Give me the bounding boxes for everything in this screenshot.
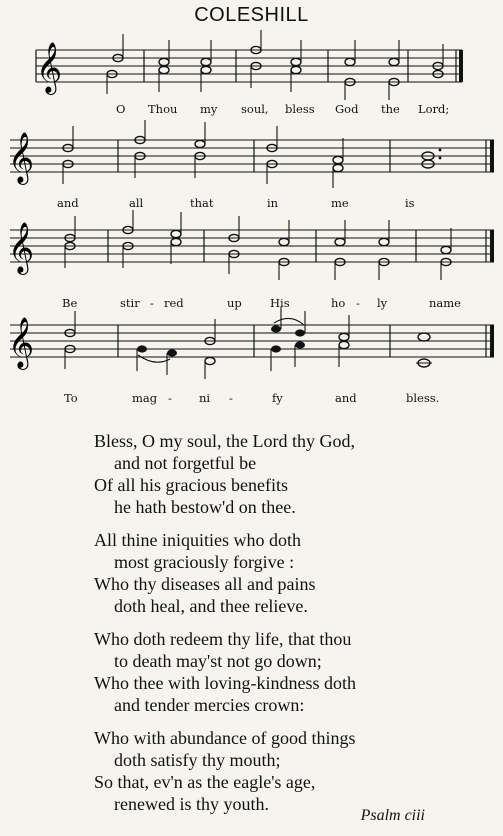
lyric-syllable: me — [331, 196, 349, 210]
verse-line: All thine iniquities who doth — [94, 530, 301, 550]
tune-title: COLESHILL — [194, 4, 309, 26]
lyric-syllable: is — [405, 196, 415, 210]
stanza-2 — [94, 529, 474, 617]
lyric-syllable: fy — [272, 391, 283, 405]
staff-lines — [36, 50, 462, 82]
lyric-syllable: and — [335, 391, 357, 405]
stanza-1 — [94, 430, 474, 518]
verse-line: and tender mercies crown: — [114, 695, 305, 715]
lyric-syllable: bless — [285, 102, 315, 116]
verse-line: to death may'st not go down; — [114, 651, 322, 671]
lyric-syllable: soul, — [241, 102, 269, 116]
verse-line: most graciously forgive : — [114, 552, 295, 572]
verse-line: he hath bestow'd on thee. — [114, 497, 296, 517]
lyric-syllable: in — [267, 196, 279, 210]
music-system-1 — [0, 30, 503, 130]
lyric-syllable: stir — [120, 296, 140, 310]
verse-line: doth heal, and thee relieve. — [114, 596, 308, 616]
lyric-syllable: - — [229, 391, 233, 405]
treble-clef-icon: 𝄞 — [8, 132, 35, 183]
lyric-syllable: Thou — [148, 102, 178, 116]
verse-line: and not forgetful be — [114, 453, 257, 473]
lyric-syllable: - — [150, 296, 154, 310]
lyric-syllable: - — [356, 296, 360, 310]
verse-line: renewed is thy youth. — [114, 794, 269, 814]
lyric-syllable: and — [57, 196, 79, 210]
lyric-syllable: ho — [331, 296, 346, 310]
music-system-2 — [0, 120, 503, 220]
lyric-syllable: Lord; — [418, 102, 450, 116]
music-system-4 — [0, 305, 503, 405]
treble-clef-icon: 𝄞 — [8, 317, 35, 368]
lyric-syllable: the — [381, 102, 400, 116]
lyric-syllable: To — [64, 391, 78, 405]
lyric-syllable: up — [227, 296, 242, 310]
music-system-3 — [0, 210, 503, 310]
lyric-syllable: red — [164, 296, 184, 310]
notes — [107, 30, 443, 100]
psalm-source: Psalm ciii — [360, 807, 425, 824]
lyric-syllable: ni — [199, 391, 211, 405]
treble-clef-icon: 𝄞 — [36, 42, 63, 93]
lyric-syllable: Be — [62, 296, 78, 310]
lyric-syllable: my — [200, 102, 218, 116]
lyric-syllable: O — [116, 102, 126, 116]
lyric-syllable: God — [335, 102, 359, 116]
lyric-syllable: that — [190, 196, 214, 210]
lyric-syllable: mag — [132, 391, 158, 405]
staff-4 — [0, 305, 503, 385]
stanza-3 — [94, 628, 474, 716]
stanza-4 — [94, 727, 474, 815]
lyric-syllable: - — [168, 391, 172, 405]
verse-line: Bless, O my soul, the Lord thy God, — [94, 431, 355, 451]
verse-line: Of all his gracious benefits — [94, 475, 288, 495]
staff-3 — [0, 210, 503, 280]
lyric-syllable: name — [429, 296, 461, 310]
verse-line: So that, ev'n as the eagle's age, — [94, 772, 316, 792]
verse-line: Who doth redeem thy life, that thou — [94, 629, 352, 649]
verse-line: Who with abundance of good things — [94, 728, 356, 748]
staff-2 — [0, 120, 503, 190]
treble-clef-icon: 𝄞 — [8, 222, 35, 273]
lyric-syllable: all — [129, 196, 144, 210]
lyric-syllable: bless. — [406, 391, 440, 405]
lyric-syllable: His — [270, 296, 290, 310]
staff-1 — [0, 30, 503, 100]
verses — [94, 430, 474, 826]
verse-line: Who thy diseases all and pains — [94, 574, 316, 594]
lyric-syllable: ly — [377, 296, 388, 310]
verse-line: doth satisfy thy mouth; — [114, 750, 281, 770]
verse-line: Who thee with loving-kindness doth — [94, 673, 356, 693]
